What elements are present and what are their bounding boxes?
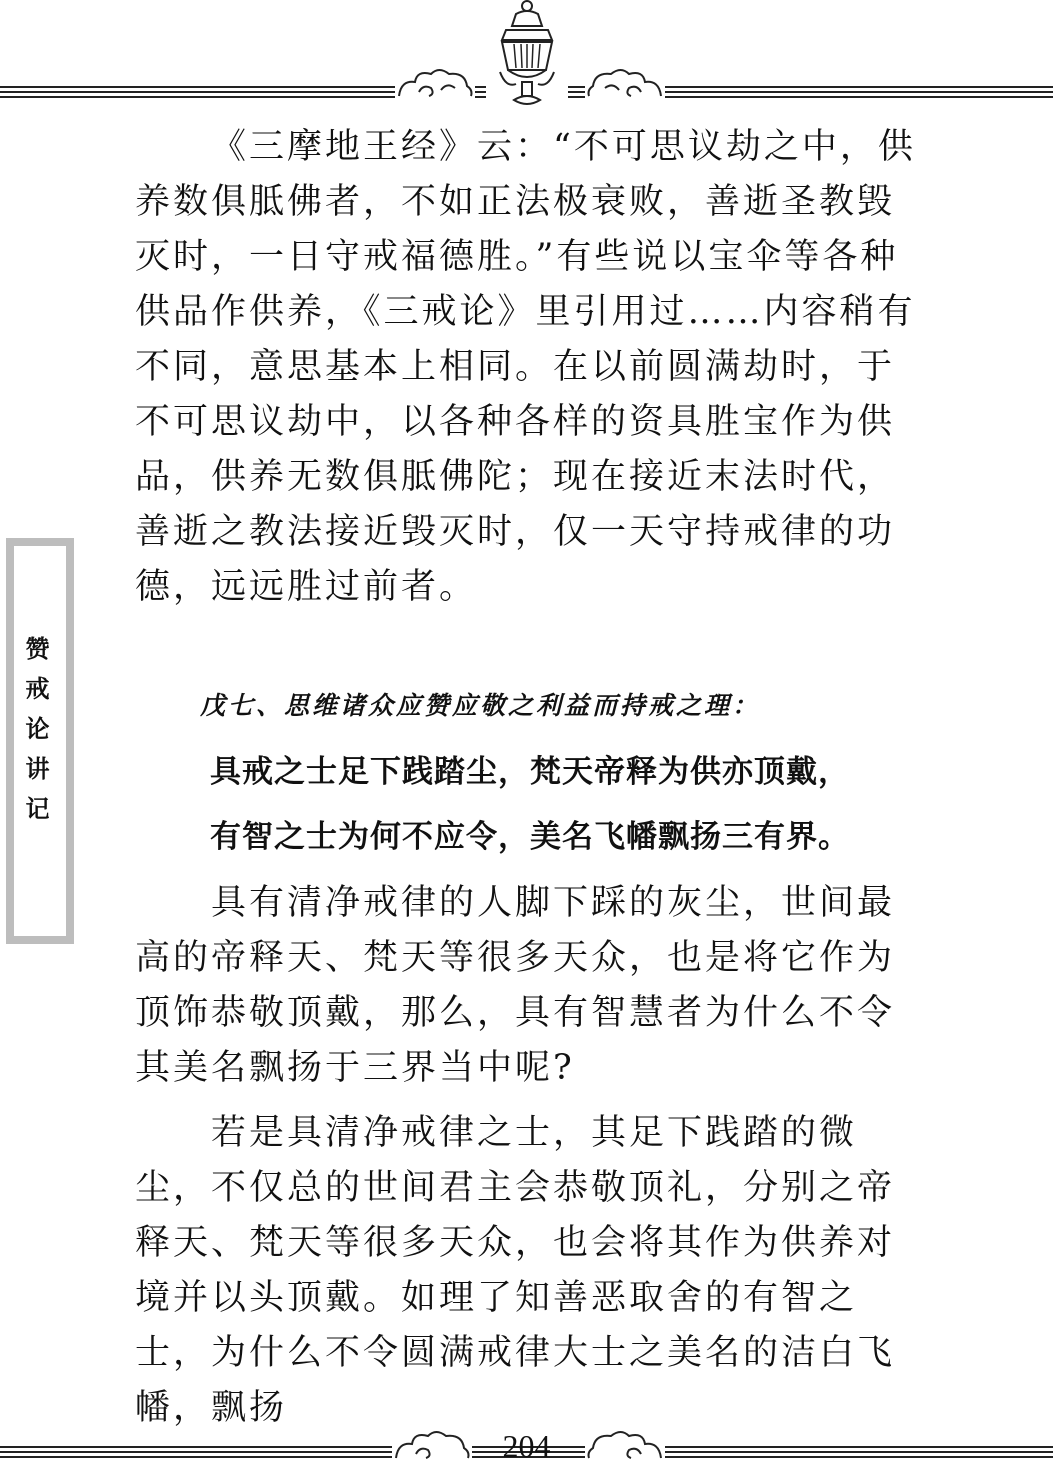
paragraph: 具有清净戒律的人脚下踩的灰尘，世间最高的帝释天、梵天等很多天众，也是将它作为顶饰恭敬顶戴，那么，具有智慧者为什么不令其美名飘扬于三界当中呢? xyxy=(135,883,896,1088)
verse-line: 具戒之士足下践踏尘，梵天帝释为供亦顶戴， xyxy=(210,754,850,790)
paragraph: 若是具清净戒律之士，其足下践踏的微尘，不仅总的世间君主会恭敬顶礼，分别之帝释天、梵天等很多天众，也会将其作为供养对境并以头顶戴。如理了知善恶取舍的有智之士，为什么不令圆满戒律大士之美名的洁白飞幡，飘扬 xyxy=(135,1113,896,1428)
verse-line: 有智之士为何不应令，美名飞幡飘扬三有界。 xyxy=(210,819,850,855)
body-text-bottom xyxy=(135,876,925,1436)
cloud-scroll-icon xyxy=(585,66,665,100)
body-text-top xyxy=(135,120,925,615)
section-heading: 戊七、思维诸众应赞应敬之利益而持戒之理： xyxy=(200,691,761,720)
paragraph: 《三摩地王经》云：“不可思议劫之中，供养数俱胝佛者，不如正法极衰败，善逝圣教毁灭时，一日守戒福德胜。”有些说以宝伞等各种供品作供养，《三戒论》里引用过……内容稍有不同，意思基本上相同。在以前圆满劫时，于不可思议劫中，以各种各样的资具胜宝作为供品，供养无数俱胝佛陀；现在接近末法时代，善逝之教法接近毁灭时，仅一天守持戒律的功德，远远胜过前者。 xyxy=(135,127,916,607)
victory-banner-icon xyxy=(486,0,568,112)
page-number: 204 xyxy=(502,1428,551,1464)
chapter-side-tab xyxy=(6,538,74,944)
cloud-scroll-icon xyxy=(395,66,475,100)
side-tab-title: 赞戒论讲记 xyxy=(21,636,49,836)
